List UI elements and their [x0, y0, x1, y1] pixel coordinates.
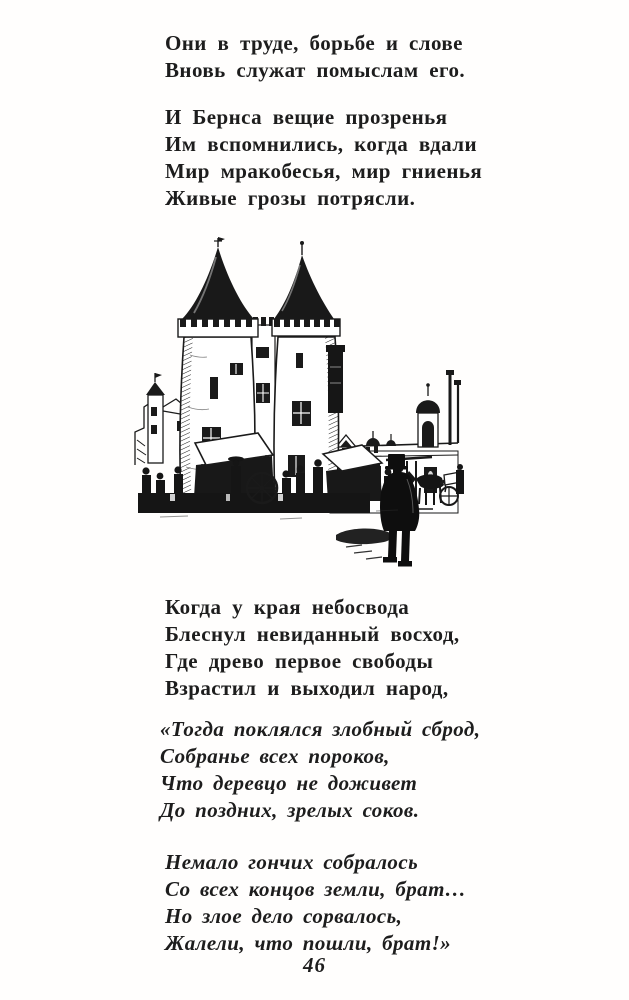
stanza-5 — [165, 849, 466, 957]
chimney — [326, 345, 345, 413]
poem-line: Взрастил и выходил народ, — [165, 676, 449, 700]
stanza-1 — [165, 30, 465, 84]
stanza-2 — [165, 104, 482, 212]
castle-market-sketch — [130, 235, 465, 567]
poem-line: Собранье всех пороков, — [160, 744, 390, 768]
poem-line: Когда у края небосвода — [165, 595, 410, 619]
stanza-3 — [165, 594, 460, 702]
poem-line: Они в труде, борьбе и слове — [165, 31, 463, 55]
poem-line: Что деревцо не доживет — [160, 771, 418, 795]
poem-line: Где древо первое свободы — [165, 649, 434, 673]
poem-line: Блеснул невиданный восход, — [165, 622, 460, 646]
poem-line: И Бернса вещие прозренья — [165, 105, 448, 129]
poem-line: Немало гончих собралось — [165, 850, 419, 874]
stanza-4 — [160, 716, 480, 824]
poem-line: До поздних, зрелых соков. — [160, 798, 420, 822]
poem-line: Им вспомнились, когда вдали — [165, 132, 477, 156]
poem-line: Мир мракобесья, мир гниенья — [165, 159, 483, 183]
poem-line: Но злое дело сорвалось, — [165, 904, 403, 928]
poem-line: «Тогда поклялся злобный сброд, — [160, 717, 481, 741]
page-number: 46 — [303, 953, 326, 977]
poem-line: Вновь служат помыслам его. — [165, 58, 466, 82]
poem-line: Со всех концов земли, брат… — [165, 877, 467, 901]
castle-illustration — [130, 235, 465, 567]
poem-line: Живые грозы потрясли. — [165, 186, 416, 210]
poem-line: Жалели, что пошли, брат!» — [165, 931, 452, 955]
